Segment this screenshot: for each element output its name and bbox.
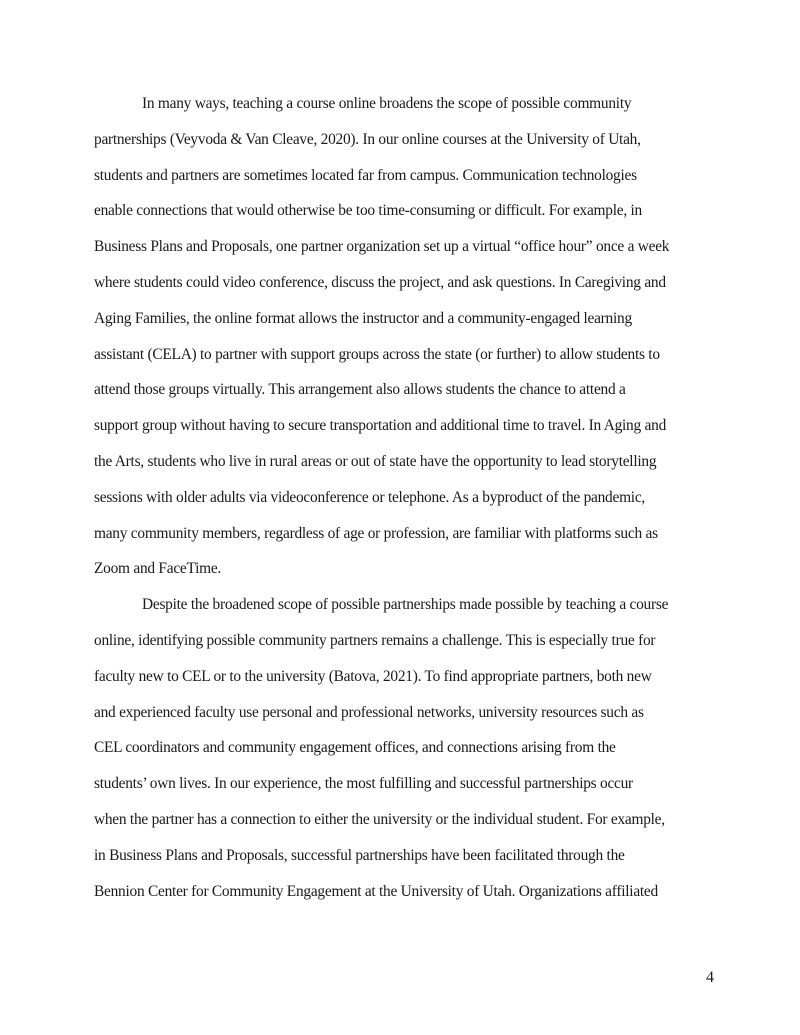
text-line: assistant (CELA) to partner with support groups across the state (or further) to allow students to	[94, 345, 660, 363]
text-line: Business Plans and Proposals, one partner organization set up a virtual “office hour” once a week	[94, 238, 670, 256]
text-line: students and partners are sometimes located far from campus. Communication technologies	[94, 166, 637, 184]
text-line: attend those groups virtually. This arrangement also allows students the chance to attend a	[94, 381, 626, 399]
text-line: sessions with older adults via videoconference or telephone. As a byproduct of the pandemic,	[94, 488, 645, 506]
page-number: 4	[706, 969, 714, 986]
text-line: and experienced faculty use personal and professional networks, university resources such as	[94, 703, 644, 721]
paragraph-identifying-partners	[94, 587, 714, 909]
body-text	[94, 86, 714, 909]
text-line: Aging Families, the online format allows the instructor and a community-engaged learning	[94, 309, 632, 327]
text-line: faculty new to CEL or to the university (Batova, 2021). To find appropriate partners, both new	[94, 667, 652, 685]
text-line: in Business Plans and Proposals, successful partnerships have been facilitated through the	[94, 846, 625, 864]
text-line: enable connections that would otherwise be too time-consuming or difficult. For example, in	[94, 202, 642, 220]
text-line: students’ own lives. In our experience, the most fulfilling and successful partnerships occur	[94, 775, 633, 793]
text-line: when the partner has a connection to either the university or the individual student. For example,	[94, 810, 665, 828]
text-line: In many ways, teaching a course online broadens the scope of possible community	[142, 95, 632, 112]
text-line: Bennion Center for Community Engagement at the University of Utah. Organizations affiliated	[94, 882, 658, 900]
text-line: support group without having to secure transportation and additional time to travel. In Aging and	[94, 417, 667, 435]
paragraph-online-broadens-scope	[94, 86, 714, 587]
text-line: CEL coordinators and community engagement offices, and connections arising from the	[94, 739, 616, 757]
text-line: the Arts, students who live in rural areas or out of state have the opportunity to lead storytelling	[94, 452, 657, 470]
text-line: Zoom and FaceTime.	[94, 560, 222, 578]
text-line: Despite the broadened scope of possible partnerships made possible by teaching a course	[142, 596, 669, 614]
text-line: many community members, regardless of age or profession, are familiar with platforms such as	[94, 524, 658, 542]
text-line: online, identifying possible community partners remains a challenge. This is especially true for	[94, 631, 656, 649]
text-line: partnerships (Veyvoda & Van Cleave, 2020). In our online courses at the University of Utah,	[94, 130, 641, 148]
text-line: where students could video conference, discuss the project, and ask questions. In Caregiving and	[94, 273, 666, 291]
